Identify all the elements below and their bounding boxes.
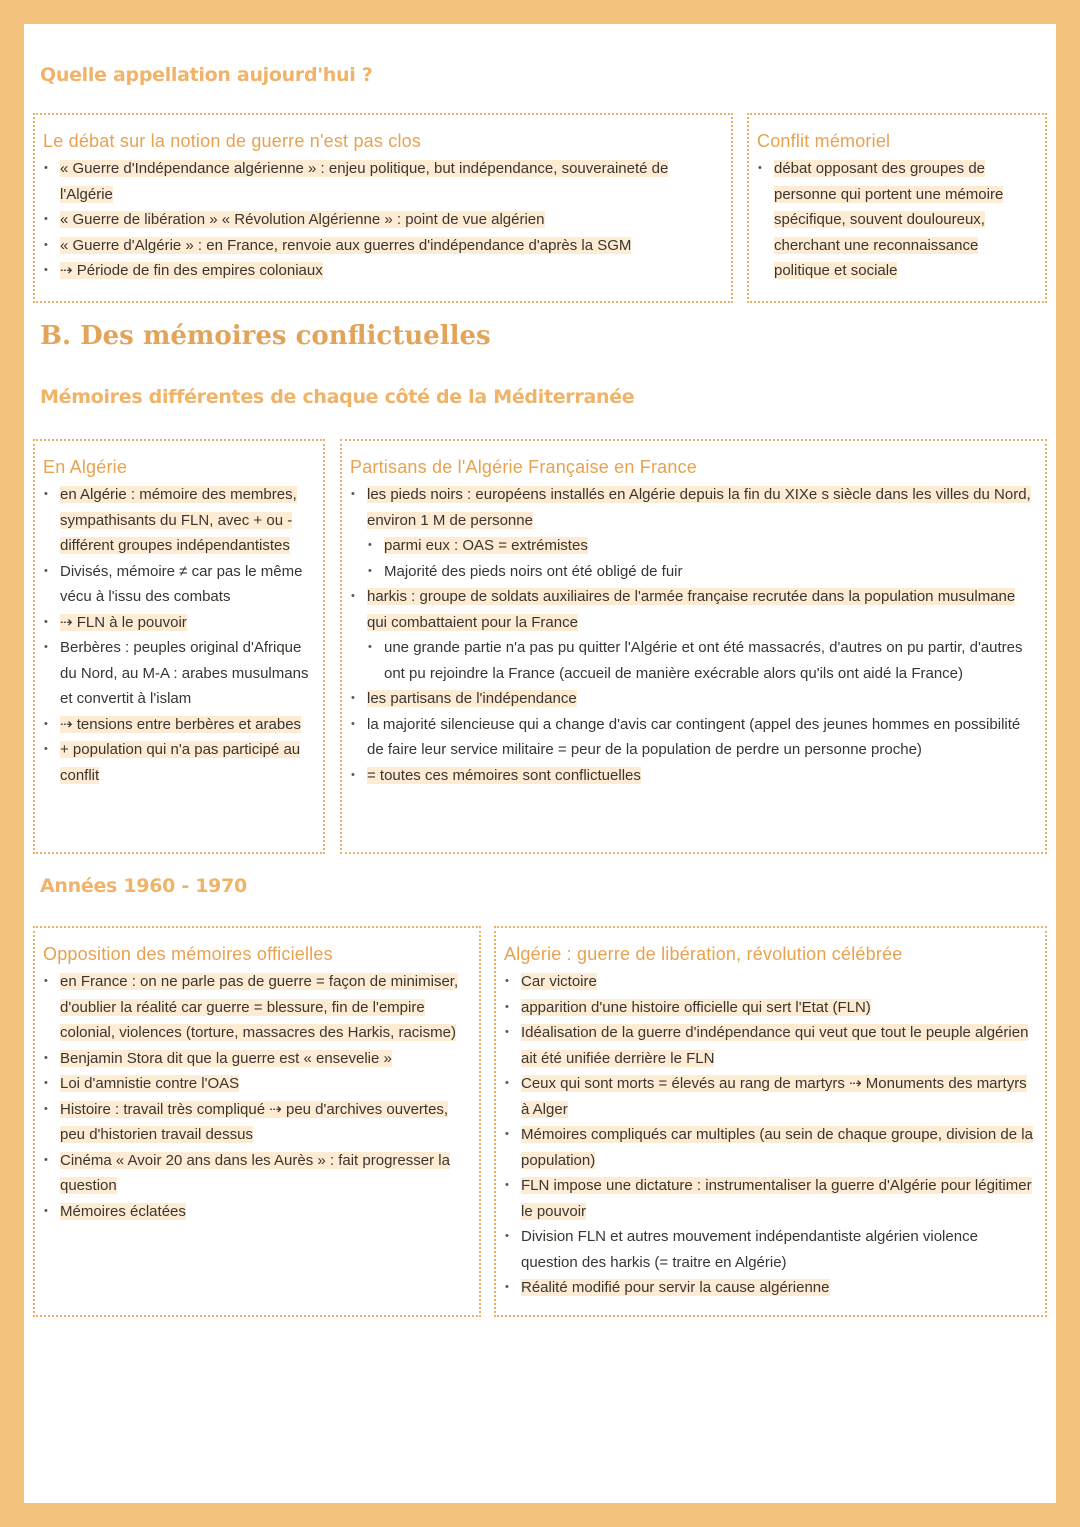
list-item: • débat opposant des groupes de personne qui portent une mémoire spécifique, souvent douloureux, cherchant une reconnaissance politique et sociale xyxy=(757,156,1037,284)
box-conflit-memoriel xyxy=(747,113,1047,303)
list-item: • en France : on ne parle pas de guerre = façon de minimiser, d'oublier la réalité car guerre = blessure, fin de l'empire colonial, violences (torture, massacres des Harkis, racisme) xyxy=(43,969,471,1046)
box-opposition-memoires xyxy=(33,926,481,1317)
list-item: • apparition d'une histoire officielle qui sert l'Etat (FLN) xyxy=(504,995,1037,1021)
notes-page xyxy=(24,24,1056,1503)
box-algerie-liberation xyxy=(494,926,1047,1317)
list-item: • les pieds noirs : européens installés en Algérie depuis la fin du XIXe s siècle dans les villes du Nord, environ 1 M de personne • parmi eux : OAS = extrémistes • Majorité des pieds noirs ont été obligé de fuir xyxy=(350,482,1037,584)
list-item: • harkis : groupe de soldats auxiliaires de l'armée française recrutée dans la population musulmane qui combattaient pour la France • une grande partie n'a pas pu quitter l'Algérie et ont été massacrés, d'autres on pu partir, d'autres ont pu rejoindre la France (accueil de manière exécrable alors qu'ils ont aidé la France) xyxy=(350,584,1037,686)
box-title: Conflit mémoriel xyxy=(757,131,891,151)
list-item: • Divisés, mémoire ≠ car pas le même vécu à l'issu des combats xyxy=(43,559,315,610)
item-list xyxy=(757,156,1037,284)
sub-list-item: • parmi eux : OAS = extrémistes xyxy=(367,533,1037,559)
heading-annees: Années 1960 - 1970 xyxy=(40,875,247,897)
list-item: • « Guerre d'Indépendance algérienne » : enjeu politique, but indépendance, souveraineté de l'Algérie xyxy=(43,156,723,207)
list-item: • FLN impose une dictature : instrumentaliser la guerre d'Algérie pour légitimer le pouvoir xyxy=(504,1173,1037,1224)
sub-list-item: • Majorité des pieds noirs ont été obligé de fuir xyxy=(367,559,1037,585)
list-item: • = toutes ces mémoires sont conflictuelles xyxy=(350,763,1037,789)
list-item: • Car victoire xyxy=(504,969,1037,995)
box-title: Algérie : guerre de libération, révolution célébrée xyxy=(504,944,903,964)
heading-memoires: Mémoires différentes de chaque côté de la Méditerranée xyxy=(40,386,635,408)
list-item: • les partisans de l'indépendance xyxy=(350,686,1037,712)
sub-list-item: • une grande partie n'a pas pu quitter l'Algérie et ont été massacrés, d'autres on pu partir, d'autres ont pu rejoindre la France (accueil de manière exécrable alors qu'ils ont aidé la France) xyxy=(367,635,1037,686)
list-item: • Berbères : peuples original d'Afrique du Nord, au M-A : arabes musulmans et convertit à l'islam xyxy=(43,635,315,712)
heading-appellation: Quelle appellation aujourd'hui ? xyxy=(40,64,373,86)
list-item: • Cinéma « Avoir 20 ans dans les Aurès » : fait progresser la question xyxy=(43,1148,471,1199)
list-item: • « Guerre d'Algérie » : en France, renvoie aux guerres d'indépendance d'après la SGM xyxy=(43,233,723,259)
list-item: • ⇢ FLN à le pouvoir xyxy=(43,610,315,636)
box-title: Le débat sur la notion de guerre n'est pas clos xyxy=(43,131,422,151)
list-item: • Loi d'amnistie contre l'OAS xyxy=(43,1071,471,1097)
list-item: • Mémoires éclatées xyxy=(43,1199,471,1225)
list-item: • Réalité modifié pour servir la cause algérienne xyxy=(504,1275,1037,1301)
list-item: • Benjamin Stora dit que la guerre est « ensevelie » xyxy=(43,1046,471,1072)
box-title: Opposition des mémoires officielles xyxy=(43,944,333,964)
list-item: • « Guerre de libération » « Révolution Algérienne » : point de vue algérien xyxy=(43,207,723,233)
list-item: • Division FLN et autres mouvement indépendantiste algérien violence question des harkis (= traitre en Algérie) xyxy=(504,1224,1037,1275)
box-partisans-algerie-francaise xyxy=(340,439,1047,854)
list-item: • ⇢ tensions entre berbères et arabes xyxy=(43,712,315,738)
list-item: • ⇢ Période de fin des empires coloniaux xyxy=(43,258,723,284)
box-en-algerie xyxy=(33,439,325,854)
list-item: • Idéalisation de la guerre d'indépendance qui veut que tout le peuple algérien ait été unifiée derrière le FLN xyxy=(504,1020,1037,1071)
item-list xyxy=(43,482,315,788)
list-item: • Ceux qui sont morts = élevés au rang de martyrs ⇢ Monuments des martyrs à Alger xyxy=(504,1071,1037,1122)
list-item: • en Algérie : mémoire des membres, sympathisants du FLN, avec + ou - différent groupes indépendantistes xyxy=(43,482,315,559)
item-list xyxy=(43,156,723,284)
item-list xyxy=(43,969,471,1224)
box-title: En Algérie xyxy=(43,457,128,477)
section-title-b: B. Des mémoires conflictuelles xyxy=(40,321,491,351)
list-item: • Mémoires compliqués car multiples (au sein de chaque groupe, division de la population) xyxy=(504,1122,1037,1173)
item-list xyxy=(504,969,1037,1301)
box-debat-guerre xyxy=(33,113,733,303)
list-item: • la majorité silencieuse qui a change d'avis car contingent (appel des jeunes hommes en possibilité de faire leur service militaire = peur de la population de perdre un personne proche) xyxy=(350,712,1037,763)
item-list xyxy=(350,482,1037,788)
list-item: • Histoire : travail très compliqué ⇢ peu d'archives ouvertes, peu d'historien travail dessus xyxy=(43,1097,471,1148)
list-item: • + population qui n'a pas participé au conflit xyxy=(43,737,315,788)
box-title: Partisans de l'Algérie Française en France xyxy=(350,457,697,477)
sub-list xyxy=(367,533,1037,584)
sub-list xyxy=(367,635,1037,686)
